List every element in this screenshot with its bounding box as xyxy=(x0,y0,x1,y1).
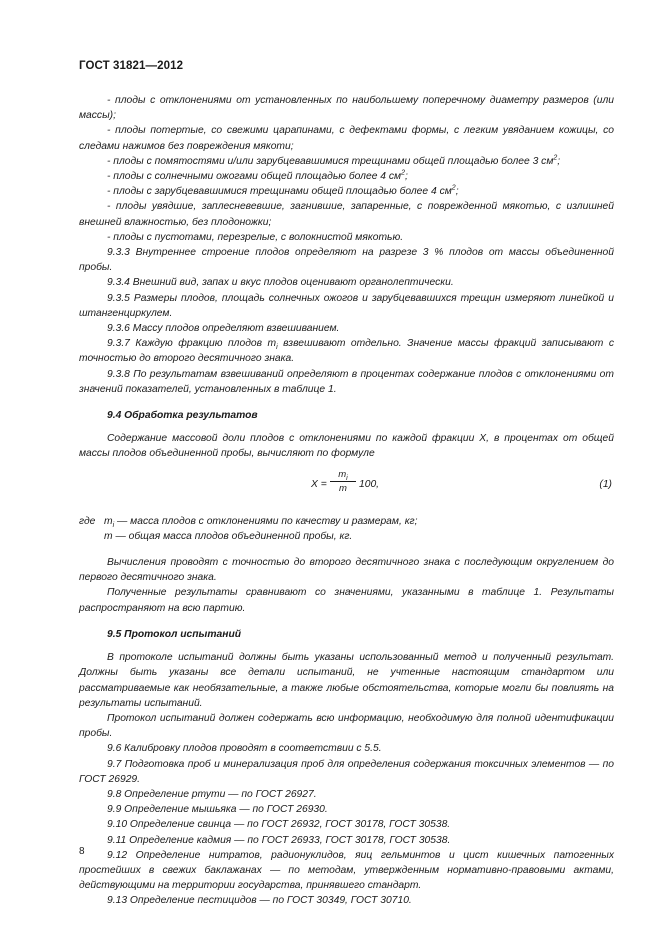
clause-9-6: 9.6 Калибровку плодов проводят в соответствии с 5.5. xyxy=(107,743,382,755)
numerator-symbol: m xyxy=(338,468,347,480)
section-heading-9-5: 9.5 Протокол испытаний xyxy=(107,628,242,640)
protocol-paragraph-1: В протоколе испытаний должны быть указаны использованный метод и полученный результат. Должны быть указаны все детали испытаний, не учтенные настоящим стандартом или рассматриваемые как необязательные, а также любые обстоятельства, которые могли бы повлиять на результаты испытаний. xyxy=(79,652,614,709)
document-header: ГОСТ 31821—2012 xyxy=(79,60,184,72)
where-text: — общая масса плодов объединенной пробы, кг. xyxy=(112,530,353,542)
clause-9-3-8: 9.3.8 По результатам взвешиваний определяют в процентах содержание плодов с отклонениями от значений показателей, установленных в таблице 1. xyxy=(79,368,614,395)
list-item: - плоды с отклонениями от установленных по наибольшему поперечному диаметру размеров (или массы); xyxy=(79,95,614,122)
list-item xyxy=(79,184,614,199)
document-body xyxy=(79,93,614,909)
punct: ; xyxy=(405,171,408,183)
formula-denominator: m xyxy=(339,482,347,494)
calc-paragraph-1: Вычисления проводят с точностью до второго десятичного знака с последующим округлением до первого десятичного знака. xyxy=(79,557,614,584)
superscript: 2 xyxy=(451,184,456,192)
list-item: - плоды увядшие, заплесневевшие, загнившие, запаренные, с поврежденной мякотью, с излишней внешней влажностью, без плодоножки; xyxy=(79,201,614,228)
list-item: - плоды потертые, со свежими царапинами, с дефектами формы, с легким увяданием кожицы, со следами нажимов без повреждения мякоти; xyxy=(79,125,614,152)
where-text: — масса плодов с отклонениями по качеству и размерам, кг; xyxy=(114,515,418,527)
calc-paragraph-2: Полученные результаты сравнивают со значениями, указанными в таблице 1. Результаты распространяют на всю партию. xyxy=(79,587,614,614)
clause-9-7: 9.7 Подготовка проб и минерализация проб для определения содержания токсичных элементов — по ГОСТ 26929. xyxy=(79,758,614,785)
subscript: i xyxy=(276,344,278,352)
where-symbol: m xyxy=(104,530,113,542)
clause-9-8: 9.8 Определение ртути — по ГОСТ 26927. xyxy=(107,788,317,800)
formula-rest: 100, xyxy=(359,478,380,490)
clause-9-3-5: 9.3.5 Размеры плодов, площадь солнечных ожогов и зарубцевавшихся трещин измеряют линейкой и штангенциркулем. xyxy=(79,292,614,319)
where-lead: где xyxy=(79,515,96,527)
clause-text: 9.3.7 Каждую фракцию плодов m xyxy=(107,338,277,350)
where-subscript: i xyxy=(112,521,115,529)
page-number: 8 xyxy=(79,846,85,857)
list-item-text: - плоды с зарубцевавшимися трещинами общей площадью более 4 см xyxy=(107,186,452,198)
list-item xyxy=(79,154,614,169)
clause-9-12: 9.12 Определение нитратов, радионуклидов, яиц гельминтов и цист кишечных патогенных простейших в свежих баклажанах — по методам, утвержденным нормативно-правовыми актами, действующими на территории государства, принявшего стандарт. xyxy=(79,849,614,892)
punct: ; xyxy=(557,155,561,167)
clause-9-3-7 xyxy=(79,336,614,366)
clause-9-3-4: 9.3.4 Внешний вид, запах и вкус плодов оценивают органолептически. xyxy=(107,277,454,289)
where-symbol: m xyxy=(104,515,113,527)
formula-lhs: X = xyxy=(311,478,327,490)
where-line-1 xyxy=(79,514,614,529)
list-item: - плоды с пустотами, перезрелые, с волокнистой мякотью. xyxy=(107,231,404,243)
list-item xyxy=(79,169,614,184)
superscript: 2 xyxy=(401,169,405,177)
formula-numerator xyxy=(330,468,356,482)
formula-1 xyxy=(79,468,614,506)
clause-9-11: 9.11 Определение кадмия — по ГОСТ 26933, ГОСТ 30178, ГОСТ 30538. xyxy=(107,834,451,846)
clause-9-3-6: 9.3.6 Массу плодов определяют взвешиванием. xyxy=(107,323,340,335)
clause-text: взвешивают отдельно. Значение массы фракций записывают с точностью до второго десятичного знака. xyxy=(79,338,614,365)
formula-fraction xyxy=(330,468,356,496)
formula-number: (1) xyxy=(599,478,612,490)
clause-9-13: 9.13 Определение пестицидов — по ГОСТ 30349, ГОСТ 30710. xyxy=(107,895,412,907)
clause-9-10: 9.10 Определение свинца — по ГОСТ 26932, ГОСТ 30178, ГОСТ 30538. xyxy=(107,819,451,831)
clause-9-9: 9.9 Определение мышьяка — по ГОСТ 26930. xyxy=(107,804,328,816)
punct: ; xyxy=(455,186,459,198)
clause-9-3-3: 9.3.3 Внутреннее строение плодов определяют на разрезе 3 % плодов от массы объединенной пробы. xyxy=(79,247,614,274)
list-item-text: - плоды с помятостями и/или зарубцевавшимися трещинами общей площадью более 3 см xyxy=(107,155,554,167)
superscript: 2 xyxy=(553,154,558,162)
list-item-text: - плоды с солнечными ожогами общей площадью более 4 см xyxy=(107,171,402,183)
protocol-paragraph-2: Протокол испытаний должен содержать всю информацию, необходимую для полной идентификации пробы. xyxy=(79,712,614,740)
numerator-subscript: i xyxy=(346,474,348,482)
where-line-2 xyxy=(79,529,614,544)
clause-9-4-text: Содержание массовой доли плодов с отклонениями по каждой фракции X, в процентах от общей массы плодов объединенной пробы, вычисляют по формуле xyxy=(79,433,614,460)
section-heading-9-4: 9.4 Обработка результатов xyxy=(107,410,258,422)
